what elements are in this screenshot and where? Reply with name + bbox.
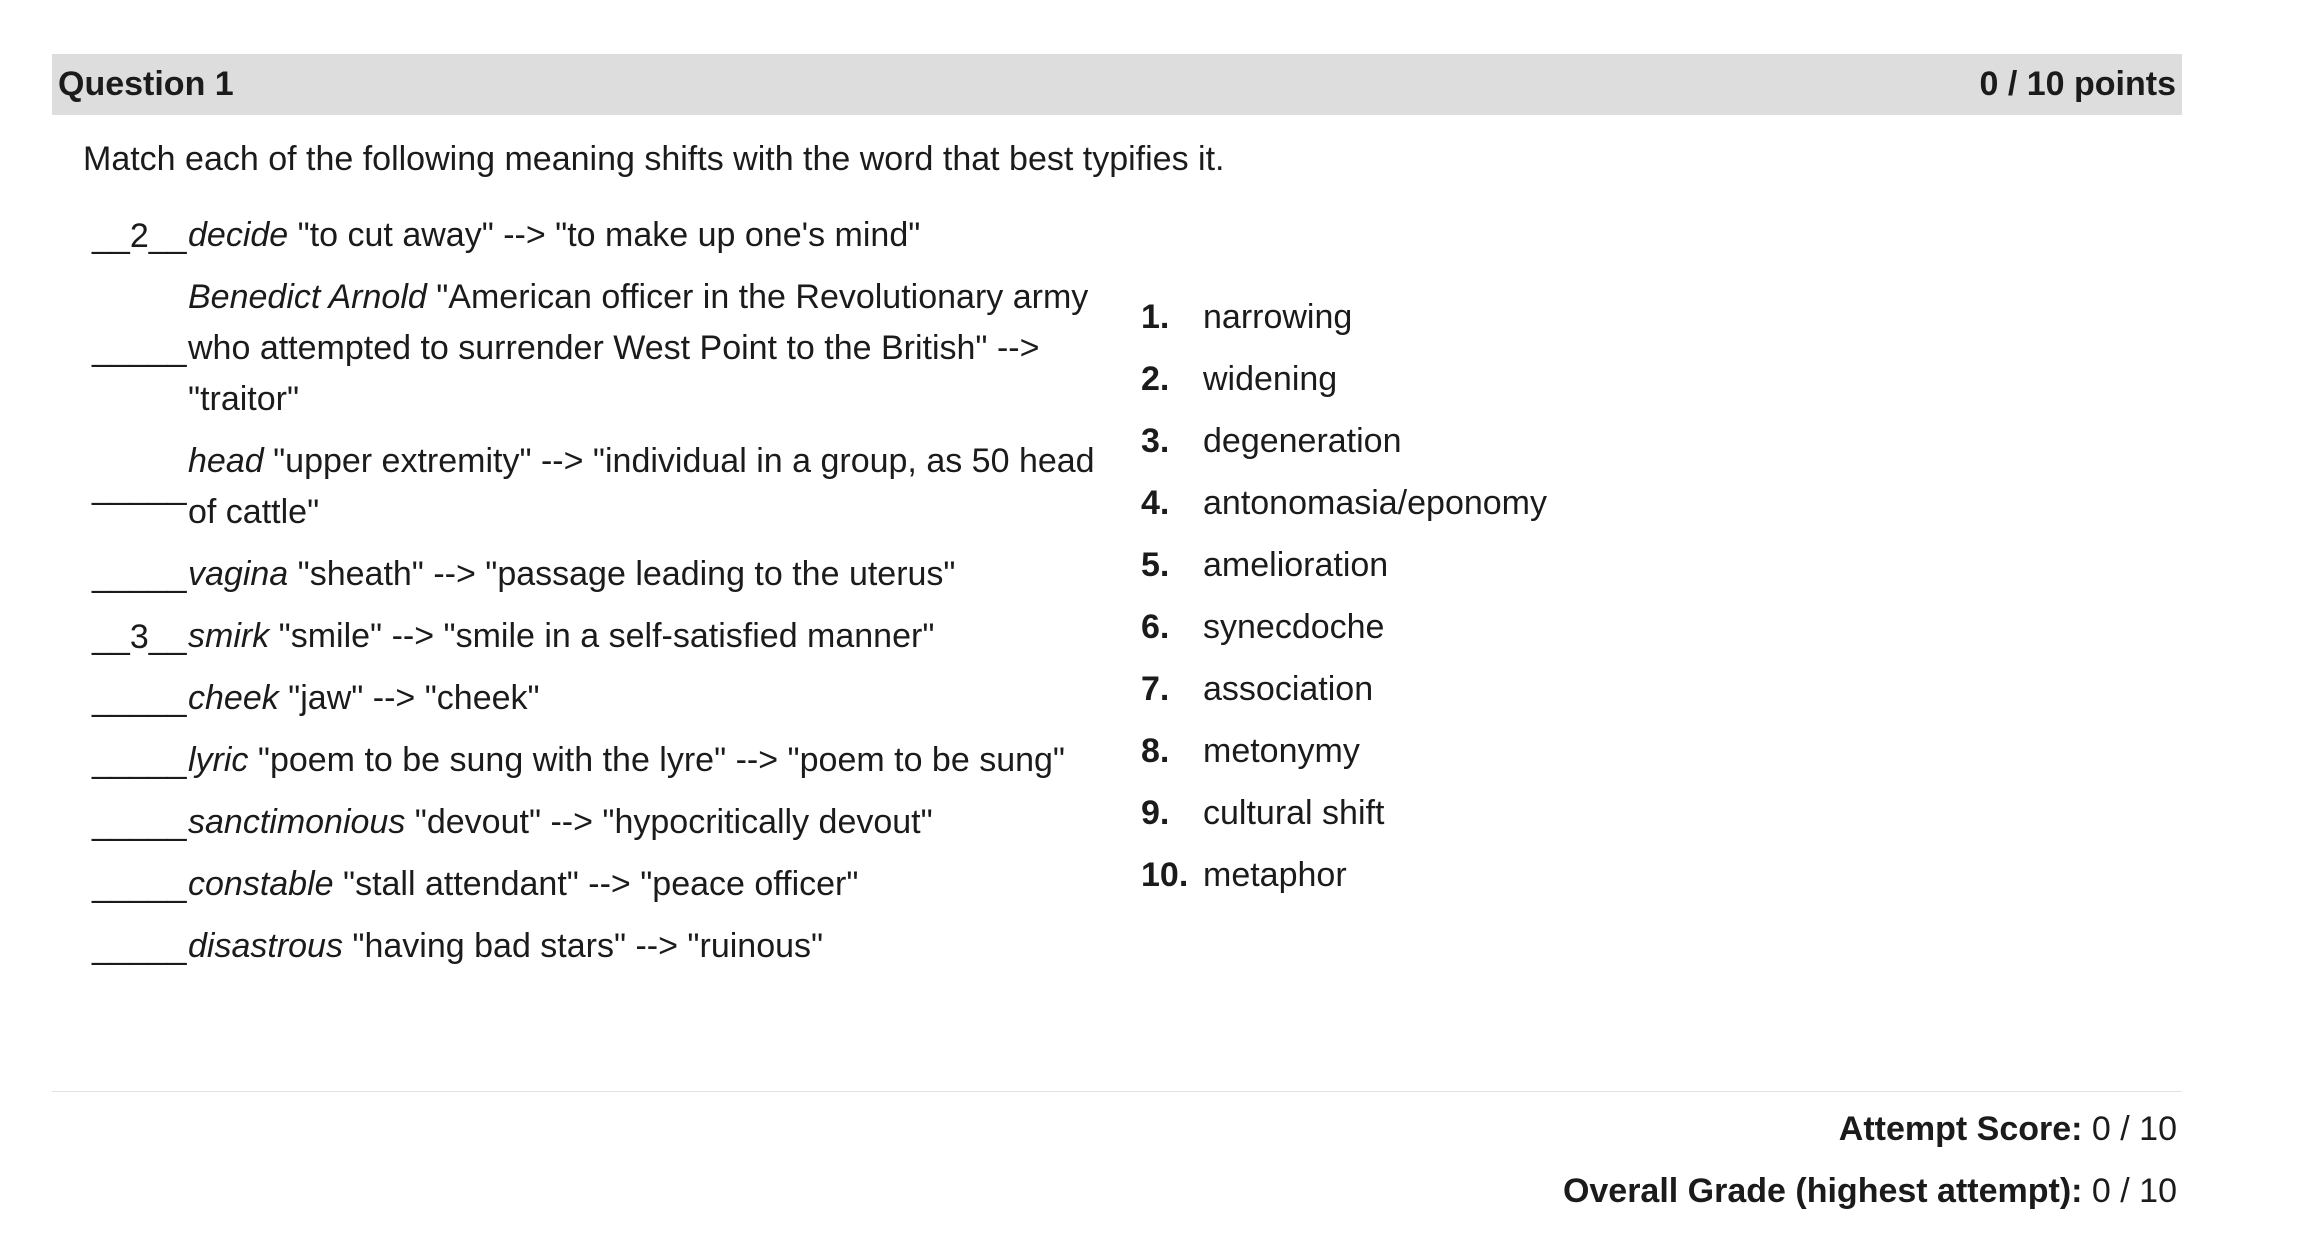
answer-row <box>92 272 1112 425</box>
choice-number: 6. <box>1141 607 1170 646</box>
question-header <box>52 54 2182 115</box>
question-title: Question 1 <box>58 65 234 103</box>
answer-term: vagina <box>188 555 289 593</box>
answer-text <box>188 921 823 972</box>
answer-row <box>92 611 1112 662</box>
choice-label: amelioration <box>1203 545 1389 584</box>
answer-description: "American officer in the Revolutionary army who attempted to surrender West Point to the British" --> "traitor" <box>188 278 1089 418</box>
answer-row <box>92 549 1112 600</box>
answer-term: lyric <box>188 741 249 779</box>
question-prompt: Match each of the following meaning shifts with the word that best typifies it. <box>83 140 1225 178</box>
answer-description: "jaw" --> "cheek" <box>278 679 540 717</box>
answer-description: "to cut away" --> "to make up one's mind" <box>288 216 921 254</box>
answer-term: constable <box>188 865 334 903</box>
answer-term: sanctimonious <box>188 803 406 841</box>
choice-number: 8. <box>1141 731 1170 770</box>
choice-list <box>1141 286 1547 906</box>
answer-description: "poem to be sung with the lyre" --> "poem to be sung" <box>248 741 1065 779</box>
attempt-score <box>1839 1110 2177 1149</box>
answer-blank: _____ <box>92 555 187 594</box>
answer-blank: __3__ <box>92 617 187 656</box>
answer-blank: _____ <box>92 803 187 842</box>
answer-blank: _____ <box>92 468 187 506</box>
answer-text <box>188 797 933 848</box>
choice-item <box>1141 534 1547 596</box>
answer-text <box>188 210 920 261</box>
choice-label: narrowing <box>1203 297 1353 336</box>
overall-grade-label: Overall Grade (highest attempt): <box>1562 1172 2083 1210</box>
choice-number: 4. <box>1141 483 1170 522</box>
answer-term: decide <box>188 216 289 254</box>
attempt-score-value: 0 / 10 <box>2082 1110 2177 1148</box>
answer-description: "sheath" --> "passage leading to the uterus" <box>288 555 956 593</box>
choice-item <box>1141 596 1547 658</box>
choice-item <box>1141 720 1547 782</box>
choice-label: degeneration <box>1203 421 1402 460</box>
answer-blank: __2__ <box>92 216 187 255</box>
attempt-score-label: Attempt Score: <box>1838 1110 2083 1148</box>
choice-label: metonymy <box>1203 731 1360 770</box>
choice-label: association <box>1203 669 1374 708</box>
choice-number: 5. <box>1141 545 1170 584</box>
choice-item <box>1141 472 1547 534</box>
section-divider <box>52 1091 2182 1092</box>
answer-description: "devout" --> "hypocritically devout" <box>405 803 933 841</box>
choice-number: 9. <box>1141 793 1170 832</box>
answer-blank: _____ <box>92 865 187 904</box>
answer-term: disastrous <box>188 927 343 965</box>
answer-blank: _____ <box>92 329 187 368</box>
answer-row <box>92 673 1112 724</box>
choice-label: synecdoche <box>1203 607 1385 646</box>
answer-row <box>92 921 1112 972</box>
choice-number: 1. <box>1141 297 1170 336</box>
answer-row <box>92 210 1112 261</box>
overall-grade <box>1563 1172 2177 1211</box>
answer-description: "stall attendant" --> "peace officer" <box>333 865 859 903</box>
choice-number: 3. <box>1141 421 1170 460</box>
answer-row <box>92 859 1112 910</box>
answer-description: "smile" --> "smile in a self-satisfied manner" <box>269 617 935 655</box>
choice-label: widening <box>1203 359 1338 398</box>
answer-text <box>188 272 1112 425</box>
answer-blank: _____ <box>92 741 187 780</box>
answer-list <box>92 210 1112 983</box>
question-points: 0 / 10 points <box>1979 65 2176 103</box>
choice-item <box>1141 410 1547 472</box>
answer-row <box>92 797 1112 848</box>
answer-text <box>188 549 956 600</box>
answer-term: smirk <box>188 617 270 655</box>
answer-text <box>188 436 1112 538</box>
choice-label: antonomasia/eponomy <box>1203 483 1548 522</box>
answer-description: "having bad stars" --> "ruinous" <box>342 927 824 965</box>
choice-item <box>1141 782 1547 844</box>
overall-grade-value: 0 / 10 <box>2082 1172 2177 1210</box>
choice-item <box>1141 658 1547 720</box>
answer-blank: _____ <box>92 927 187 966</box>
choice-number: 10. <box>1141 855 1189 894</box>
choice-number: 7. <box>1141 669 1170 708</box>
answer-blank: _____ <box>92 679 187 718</box>
answer-text <box>188 735 1065 786</box>
answer-description: "upper extremity" --> "individual in a group, as 50 head of cattle" <box>188 442 1095 531</box>
answer-text <box>188 611 934 662</box>
answer-term: head <box>188 442 264 480</box>
answer-text <box>188 859 858 910</box>
choice-item <box>1141 348 1547 410</box>
answer-term: cheek <box>188 679 279 717</box>
choice-item <box>1141 286 1547 348</box>
answer-row <box>92 436 1112 538</box>
choice-label: cultural shift <box>1203 793 1385 832</box>
answer-row <box>92 735 1112 786</box>
answer-term: Benedict Arnold <box>188 278 427 316</box>
choice-item <box>1141 844 1547 906</box>
choice-number: 2. <box>1141 359 1170 398</box>
choice-label: metaphor <box>1203 855 1347 894</box>
answer-text <box>188 673 540 724</box>
